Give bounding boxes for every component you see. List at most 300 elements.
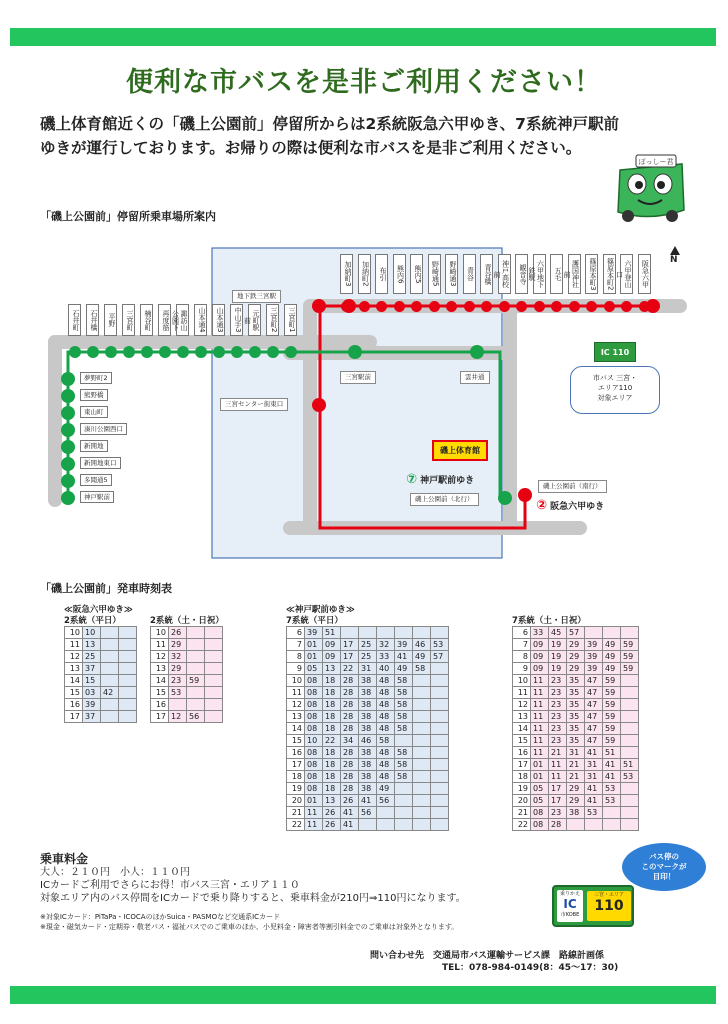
notes — [40, 912, 458, 932]
minute-cell: 23 — [169, 675, 187, 687]
hour-cell: 14 — [287, 723, 305, 735]
minute-cell — [431, 807, 449, 819]
timetable-row — [513, 735, 639, 747]
hour-cell: 18 — [287, 771, 305, 783]
badge-num: 110 — [594, 898, 624, 914]
minute-cell: 33 — [377, 651, 395, 663]
hour-cell: 7 — [287, 639, 305, 651]
minute-cell — [359, 627, 377, 639]
minute-cell: 23 — [549, 735, 567, 747]
minute-cell: 47 — [585, 711, 603, 723]
minute-cell: 18 — [323, 771, 341, 783]
minute-cell: 08 — [305, 759, 323, 771]
minute-cell: 39 — [585, 663, 603, 675]
minute-cell: 32 — [169, 651, 187, 663]
bus-stop-label: 東山町 — [80, 406, 108, 418]
route7-destination: 神戸駅前ゆき — [420, 476, 475, 486]
minute-cell: 17 — [549, 783, 567, 795]
minute-cell: 58 — [377, 735, 395, 747]
route-dot — [61, 474, 75, 488]
minute-cell: 59 — [621, 651, 639, 663]
minute-cell: 08 — [305, 771, 323, 783]
hour-cell: 14 — [65, 675, 83, 687]
timetable-row — [513, 819, 639, 831]
fare-title: 乗車料金 — [40, 852, 89, 866]
minute-cell: 41 — [341, 807, 359, 819]
minute-cell — [621, 783, 639, 795]
minute-cell: 28 — [341, 759, 359, 771]
minute-cell — [413, 819, 431, 831]
route-dot — [61, 423, 75, 437]
badge-area: 三宮・エリア — [593, 892, 624, 898]
bus-stop-label: 楠谷町 — [140, 304, 153, 336]
minute-cell — [101, 663, 119, 675]
minute-cell: 38 — [359, 699, 377, 711]
minute-cell: 18 — [323, 675, 341, 687]
stop-north-label: 磯上公園前（北行） — [410, 493, 479, 506]
minute-cell: 51 — [603, 747, 621, 759]
timetable-2-weekday — [64, 626, 137, 723]
timetable-row — [65, 651, 137, 663]
minute-cell: 15 — [83, 675, 101, 687]
hour-cell: 16 — [151, 699, 169, 711]
minute-cell: 47 — [585, 735, 603, 747]
bubble-line: 目印！ — [652, 872, 676, 881]
minute-cell: 48 — [377, 699, 395, 711]
minute-cell: 59 — [621, 663, 639, 675]
minute-cell — [205, 711, 223, 723]
badge-top: 乗りかえ — [559, 891, 580, 897]
minute-cell — [431, 675, 449, 687]
route2-destination: 阪急六甲ゆき — [550, 502, 605, 512]
bubble-line: バス停の — [649, 852, 679, 861]
ic-area-bubble — [570, 366, 660, 414]
bus-stop-label: 六甲登山口 — [620, 254, 633, 294]
minute-cell — [395, 783, 413, 795]
minute-cell: 08 — [305, 699, 323, 711]
minute-cell: 48 — [377, 711, 395, 723]
minute-cell — [341, 627, 359, 639]
bus-stop-label: 神戸高校前 — [498, 254, 511, 294]
minute-cell: 37 — [83, 711, 101, 723]
timetable-row — [513, 675, 639, 687]
minute-cell: 01 — [531, 771, 549, 783]
minute-cell: 12 — [169, 711, 187, 723]
minute-cell: 18 — [323, 687, 341, 699]
minute-cell: 22 — [341, 663, 359, 675]
minute-cell: 28 — [341, 699, 359, 711]
timetable-row — [287, 699, 449, 711]
route-dot — [195, 346, 207, 358]
bus-stop-label: 湊川公園西口 — [80, 423, 127, 435]
minute-cell: 35 — [567, 723, 585, 735]
bus-stop-label: 山本通4 — [194, 304, 207, 336]
bus-stop-label: 三宮町1 — [284, 304, 297, 336]
minute-cell — [413, 723, 431, 735]
hour-cell: 12 — [151, 651, 169, 663]
timetable-row — [513, 627, 639, 639]
minute-cell: 35 — [567, 735, 585, 747]
timetable-row — [513, 795, 639, 807]
minute-cell: 53 — [603, 783, 621, 795]
minute-cell: 28 — [341, 747, 359, 759]
timetable-row — [287, 663, 449, 675]
minute-cell: 39 — [395, 639, 413, 651]
route-dot — [341, 301, 352, 312]
minute-cell: 59 — [187, 675, 205, 687]
hour-cell: 13 — [65, 663, 83, 675]
minute-cell: 18 — [323, 723, 341, 735]
minute-cell: 29 — [567, 795, 585, 807]
minute-cell: 38 — [567, 807, 585, 819]
minute-cell: 53 — [603, 795, 621, 807]
timetable-row — [287, 651, 449, 663]
route-dot — [470, 345, 484, 359]
timetable-row — [513, 651, 639, 663]
hour-cell: 19 — [513, 783, 531, 795]
r7-weekday-label: 7系統（平日） — [286, 616, 343, 626]
route-dot — [61, 389, 75, 403]
minute-cell: 11 — [531, 747, 549, 759]
minute-cell: 11 — [531, 687, 549, 699]
route-dot — [394, 301, 405, 312]
bus-stop-label: 野崎通3 — [445, 254, 458, 294]
route-dot — [569, 301, 580, 312]
minute-cell — [621, 795, 639, 807]
minute-cell — [395, 807, 413, 819]
mascot-sign: ぽっしー君 — [638, 158, 674, 166]
hour-cell: 20 — [287, 795, 305, 807]
timetable-row — [287, 771, 449, 783]
minute-cell: 38 — [359, 747, 377, 759]
hour-cell: 17 — [65, 711, 83, 723]
minute-cell — [101, 651, 119, 663]
route-dot — [446, 301, 457, 312]
route-dot — [586, 301, 597, 312]
ic-badge-small-icon: IC 110 — [594, 342, 636, 362]
route-dot — [177, 346, 189, 358]
center-gai-label: 三宮センター街東口 — [220, 398, 288, 411]
minute-cell — [187, 627, 205, 639]
minute-cell: 31 — [585, 771, 603, 783]
minute-cell — [119, 651, 137, 663]
minute-cell: 23 — [549, 675, 567, 687]
hour-cell: 21 — [287, 807, 305, 819]
minute-cell — [431, 783, 449, 795]
route-dot — [213, 346, 225, 358]
minute-cell: 40 — [377, 663, 395, 675]
route-dot — [604, 301, 615, 312]
minute-cell: 13 — [323, 795, 341, 807]
route-dot — [376, 301, 387, 312]
minute-cell: 29 — [169, 639, 187, 651]
timetable-row — [287, 711, 449, 723]
dest-7-label: ≪神戸駅前ゆき≫ — [286, 605, 355, 615]
minute-cell — [205, 651, 223, 663]
fare-line-3: 対象エリア内のバス停間をICカードで乗り降りすると、乗車料金が210円⇒110円になります。 — [40, 893, 466, 904]
minute-cell — [431, 723, 449, 735]
timetable-row — [287, 687, 449, 699]
timetable-row — [287, 639, 449, 651]
hour-cell: 11 — [513, 687, 531, 699]
minute-cell: 13 — [323, 663, 341, 675]
minute-cell: 56 — [359, 807, 377, 819]
minute-cell: 19 — [549, 663, 567, 675]
ic-card-icon — [557, 890, 583, 922]
minute-cell: 41 — [359, 795, 377, 807]
minute-cell: 41 — [585, 747, 603, 759]
minute-cell: 37 — [83, 663, 101, 675]
hour-cell: 22 — [287, 819, 305, 831]
bus-stop-label: 青谷 — [463, 254, 476, 294]
minute-cell — [205, 675, 223, 687]
minute-cell: 01 — [305, 651, 323, 663]
minute-cell: 49 — [603, 663, 621, 675]
contact-info — [370, 950, 618, 974]
route-dot — [123, 346, 135, 358]
bus-stop-label: 石井町 — [68, 304, 81, 336]
minute-cell — [413, 699, 431, 711]
minute-cell: 38 — [359, 687, 377, 699]
map-heading: 「磯上公園前」停留所乗車場所案内 — [40, 210, 216, 223]
minute-cell — [431, 687, 449, 699]
contact-label: 問い合わせ先 — [370, 951, 425, 961]
route7-number: ⑦ — [406, 472, 418, 487]
minute-cell — [187, 651, 205, 663]
tt-heading: 「磯上公園前」発車時刻表 — [40, 582, 172, 595]
minute-cell: 21 — [549, 747, 567, 759]
intro-line-1: 磯上体育館近くの「磯上公園前」停留所からは2系統阪急六甲ゆき、7系統神戸駅前 — [40, 115, 619, 133]
minute-cell: 31 — [359, 663, 377, 675]
timetable-row — [513, 807, 639, 819]
bus-stop-label: 三宮町2 — [266, 304, 279, 336]
minute-cell — [431, 663, 449, 675]
minute-cell: 58 — [395, 675, 413, 687]
note-line: ※対象ICカード：PiTaPa・ICOCAのほかSuica・PASMOなど交通系ICカード — [40, 913, 281, 921]
minute-cell — [431, 759, 449, 771]
minute-cell: 58 — [395, 687, 413, 699]
bus-stop-label: 多聞通5 — [80, 474, 112, 486]
minute-cell: 23 — [549, 687, 567, 699]
minute-cell: 25 — [359, 639, 377, 651]
minute-cell: 46 — [413, 639, 431, 651]
intro-text — [40, 112, 680, 160]
minute-cell: 41 — [603, 759, 621, 771]
minute-cell: 11 — [531, 699, 549, 711]
hour-cell: 22 — [513, 819, 531, 831]
minute-cell: 41 — [395, 651, 413, 663]
minute-cell: 22 — [323, 735, 341, 747]
route-dot — [61, 406, 75, 420]
minute-cell — [431, 771, 449, 783]
minute-cell: 10 — [83, 627, 101, 639]
route-dot — [516, 301, 527, 312]
top-green-bar — [10, 28, 716, 46]
minute-cell — [169, 699, 187, 711]
minute-cell: 39 — [585, 639, 603, 651]
hour-cell: 14 — [151, 675, 169, 687]
minute-cell: 53 — [585, 807, 603, 819]
fare-line-1: 大人：２１０円 小人：１１０円 — [40, 867, 190, 878]
minute-cell: 38 — [359, 759, 377, 771]
hour-cell: 21 — [513, 807, 531, 819]
minute-cell: 48 — [377, 723, 395, 735]
minute-cell: 11 — [531, 723, 549, 735]
minute-cell: 23 — [549, 723, 567, 735]
minute-cell — [101, 699, 119, 711]
minute-cell — [101, 675, 119, 687]
timetable-row — [513, 663, 639, 675]
minute-cell: 26 — [323, 807, 341, 819]
minute-cell: 28 — [341, 687, 359, 699]
minute-cell: 19 — [549, 651, 567, 663]
minute-cell — [413, 747, 431, 759]
bus-stop-label: 観音寺 — [515, 254, 528, 294]
hour-cell: 7 — [513, 639, 531, 651]
north-arrow-icon — [670, 246, 680, 255]
minute-cell: 28 — [341, 711, 359, 723]
minute-cell — [431, 711, 449, 723]
minute-cell — [119, 675, 137, 687]
route7-label — [406, 472, 474, 487]
minute-cell: 38 — [359, 771, 377, 783]
minute-cell: 48 — [377, 687, 395, 699]
route-dot — [285, 346, 297, 358]
minute-cell — [187, 699, 205, 711]
minute-cell: 47 — [585, 699, 603, 711]
hour-cell: 9 — [287, 663, 305, 675]
bus-stop-label: 夢野町2 — [80, 372, 112, 384]
minute-cell — [413, 783, 431, 795]
timetable-row — [513, 639, 639, 651]
timetable-row — [287, 747, 449, 759]
bus-stop-label: 山本通3 — [212, 304, 225, 336]
bus-stop-label: 熊内6 — [393, 254, 406, 294]
minute-cell — [585, 627, 603, 639]
route-dot — [61, 440, 75, 454]
minute-cell: 23 — [549, 807, 567, 819]
hour-cell: 16 — [513, 747, 531, 759]
north-label: N — [670, 255, 678, 265]
minute-cell — [413, 687, 431, 699]
hour-cell: 13 — [151, 663, 169, 675]
timetable-row — [513, 723, 639, 735]
minute-cell: 28 — [341, 675, 359, 687]
timetable-row — [287, 759, 449, 771]
route-dot — [518, 488, 532, 502]
sannomiya-ekimae-label: 三宮駅前 — [340, 371, 376, 384]
minute-cell: 05 — [531, 795, 549, 807]
minute-cell: 09 — [531, 639, 549, 651]
bus-stop-label: 中山手3 — [230, 304, 243, 336]
hour-cell: 16 — [65, 699, 83, 711]
minute-cell: 08 — [305, 783, 323, 795]
minute-cell — [119, 663, 137, 675]
minute-cell: 56 — [377, 795, 395, 807]
minute-cell: 23 — [549, 699, 567, 711]
timetable-row — [287, 807, 449, 819]
minute-cell — [621, 807, 639, 819]
minute-cell: 53 — [621, 771, 639, 783]
minute-cell: 11 — [531, 675, 549, 687]
bottom-green-bar — [10, 986, 716, 1004]
minute-cell: 11 — [305, 807, 323, 819]
minute-cell: 35 — [567, 711, 585, 723]
route-dot — [231, 346, 243, 358]
minute-cell — [603, 819, 621, 831]
hour-cell: 19 — [287, 783, 305, 795]
hour-cell: 6 — [513, 627, 531, 639]
minute-cell: 39 — [83, 699, 101, 711]
minute-cell — [413, 675, 431, 687]
hour-cell: 9 — [513, 663, 531, 675]
minute-cell: 08 — [305, 723, 323, 735]
minute-cell: 41 — [603, 771, 621, 783]
bus-stop-mark-bubble — [622, 843, 706, 891]
bus-stop-label: 野崎通5 — [428, 254, 441, 294]
timetable-7-weekday — [286, 626, 449, 831]
minute-cell — [101, 711, 119, 723]
minute-cell — [205, 687, 223, 699]
minute-cell — [413, 771, 431, 783]
minute-cell — [395, 795, 413, 807]
minute-cell: 11 — [549, 759, 567, 771]
route-dot — [141, 346, 153, 358]
minute-cell — [413, 807, 431, 819]
route2-number: ② — [536, 498, 548, 513]
minute-cell: 38 — [359, 723, 377, 735]
minute-cell: 49 — [413, 651, 431, 663]
minute-cell: 09 — [323, 651, 341, 663]
minute-cell: 09 — [323, 639, 341, 651]
minute-cell: 41 — [585, 795, 603, 807]
minute-cell: 39 — [305, 627, 323, 639]
north-arrow — [670, 246, 680, 265]
minute-cell: 01 — [305, 795, 323, 807]
timetable-row — [287, 783, 449, 795]
fare-line-2: ICカードご利用でさらにお得！市バス三宮・エリア１１０ — [40, 880, 300, 891]
minute-cell: 49 — [377, 783, 395, 795]
minute-cell: 13 — [83, 639, 101, 651]
timetable-row — [287, 795, 449, 807]
hour-cell: 15 — [513, 735, 531, 747]
minute-cell — [621, 699, 639, 711]
bus-stop-label: 熊野橋 — [80, 389, 108, 401]
minute-cell: 47 — [585, 675, 603, 687]
route-dot — [464, 301, 475, 312]
hour-cell: 11 — [287, 687, 305, 699]
hour-cell: 12 — [65, 651, 83, 663]
route-dot — [312, 299, 326, 313]
hour-cell: 16 — [287, 747, 305, 759]
contact-tel: TEL：078-984-0149(8：45～17：30) — [442, 963, 619, 973]
timetable-row — [151, 711, 223, 723]
bus-stop-label: 元町駅前 — [248, 304, 261, 336]
minute-cell — [377, 807, 395, 819]
minute-cell: 10 — [305, 735, 323, 747]
minute-cell — [603, 627, 621, 639]
minute-cell: 28 — [341, 723, 359, 735]
minute-cell: 18 — [323, 783, 341, 795]
hour-cell: 14 — [513, 723, 531, 735]
minute-cell: 21 — [567, 771, 585, 783]
route-dot — [267, 346, 279, 358]
minute-cell: 19 — [549, 639, 567, 651]
route-dot — [551, 301, 562, 312]
minute-cell: 17 — [549, 795, 567, 807]
minute-cell — [413, 627, 431, 639]
timetable-row — [151, 663, 223, 675]
